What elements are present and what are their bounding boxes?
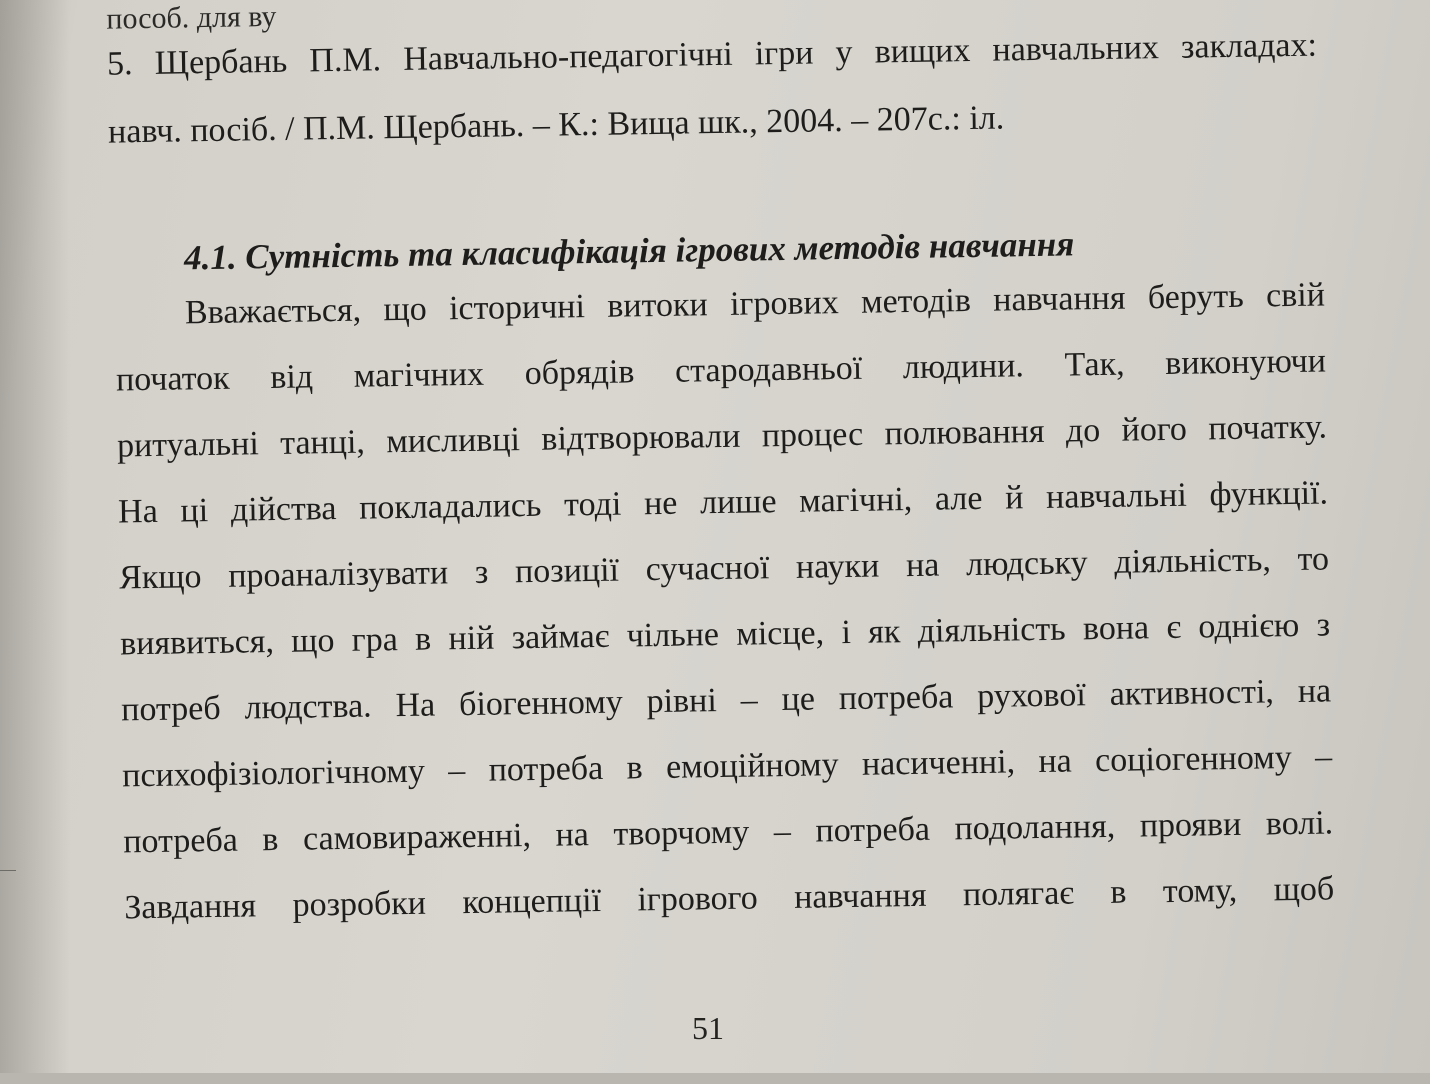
reference-5-line-2: навч. посіб. / П.М. Щербань. – К.: Вища шк., 2004. – 207с.: іл.	[107, 99, 1005, 151]
reference-partial-line: пособ. для ву	[106, 0, 277, 36]
paragraph-line-6: виявиться, що гра в ній займає чільне місце, і як діяльність вона є однією з	[119, 606, 1331, 663]
paragraph-line-1: Вважається, що історичні витоки ігрових методів навчання беруть свій	[184, 276, 1326, 332]
page-number: 51	[692, 1010, 724, 1046]
paragraph-line-3: ритуальні танці, мисливці відтворювали процес полювання до його початку.	[116, 408, 1328, 465]
body-paragraph	[115, 275, 1335, 954]
paragraph-line-10: Завдання розробки концепції ігрового навчання полягає в тому, щоб	[124, 870, 1335, 927]
paragraph-line-5: Якщо проаналізувати з позиції сучасної науки на людську діяльність, то	[118, 540, 1330, 597]
paragraph-line-7: потреб людства. На біогенному рівні – це потреба рухової активності, на	[120, 672, 1332, 729]
paragraph-line-8: психофізіологічному – потреба в емоційному насиченні, на соціогенному –	[121, 738, 1333, 795]
paragraph-line-4: На ці дійства покладались тоді не лише магічні, але й навчальні функції.	[117, 474, 1329, 531]
section-heading: 4.1. Сутність та класифікація ігрових методів навчання	[183, 224, 1075, 278]
paragraph-line-9: потреба в самовираженні, на творчому – потреба подолання, прояви волі.	[123, 804, 1334, 861]
paragraph-line-2: початок від магічних обрядів стародавньої людини. Так, виконуючи	[115, 342, 1327, 399]
reference-5-line-1: 5. Щербань П.М. Навчально-педагогічні ігри у вищих навчальних закладах:	[106, 26, 1318, 83]
